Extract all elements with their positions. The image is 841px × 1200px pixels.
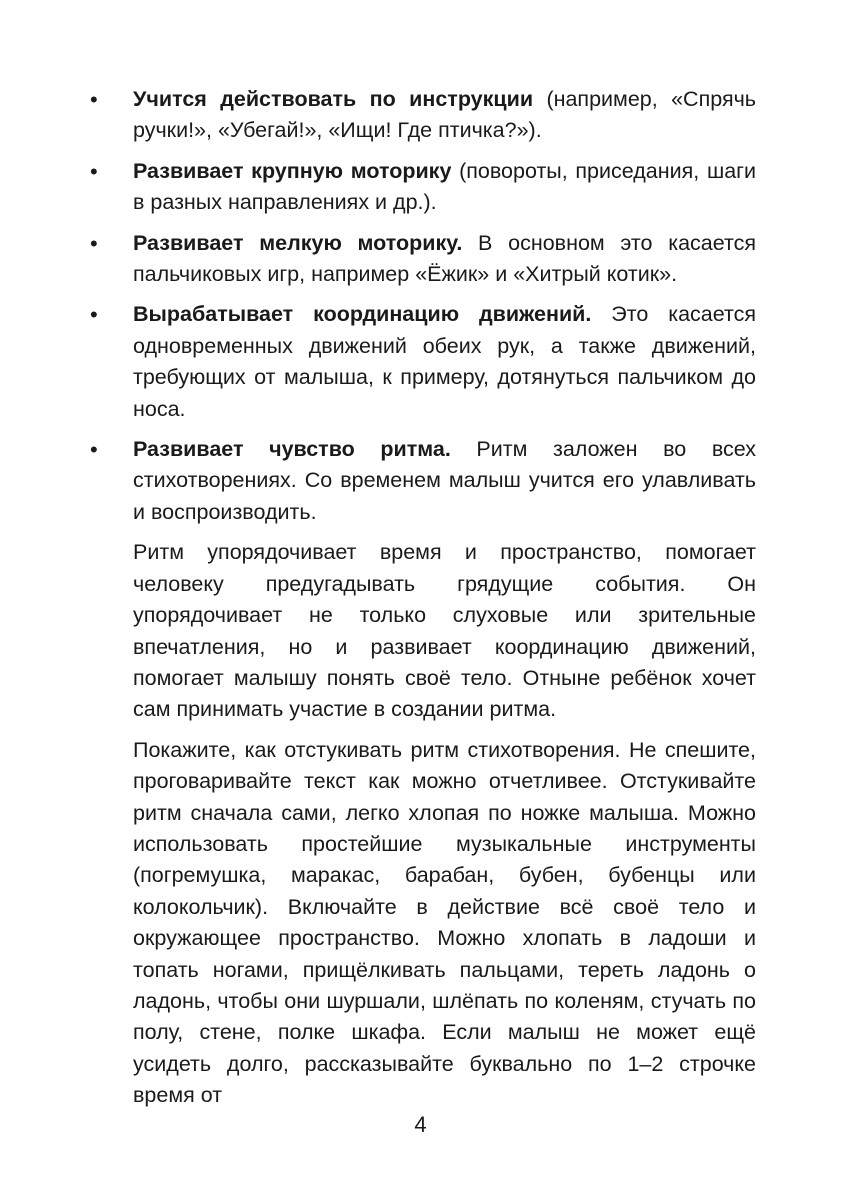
bullet-heading: Развивает крупную моторику	[133, 158, 452, 183]
bullet-heading: Развивает чувство ритма.	[133, 437, 451, 462]
page-number: 4	[414, 1112, 427, 1137]
bullet-heading: Развивает мелкую моторику.	[133, 230, 463, 255]
bullet-text: Ритм заложен во всех стихотворениях. Со временем малыш учится его улавливать и воспроизводить.	[133, 437, 756, 524]
bullet-text: В основном это касается пальчиковых игр, например «Ёжик» и «Хитрый котик».	[133, 230, 756, 287]
bullet-item-gross-motor	[90, 156, 756, 219]
paragraph-show-rhythm: Покажите, как отстукивать ритм стихотворения. Не спешите, проговаривайте текст как можно отчетливее. Отстукивайте ритм сначала сами, легко хлопая по ножке малыша. Можно использовать простейшие музыкальные инструменты (погремушка, маракас, барабан, бубен, бубенцы или колокольчик). Включайте в действие всё своё тело и окружающее пространство. Можно хлопать в ладоши и топать ногами, прищёлкивать пальцами, тереть ладонь о ладонь, чтобы они шуршали, шлёпать по коленям, стучать по полу, стене, полке шкафа. Если малыш не может ещё усидеть долго, рассказывайте буквально по 1–2 строчке время от	[133, 737, 756, 1108]
bullet-icon: •	[90, 87, 98, 112]
bullet-text: (повороты, приседания, шаги в разных направлениях и др.).	[133, 158, 756, 215]
bullet-item-instructions	[90, 84, 756, 147]
bullet-heading: Вырабатывает координацию движений.	[133, 302, 592, 327]
bullet-text: (например, «Спрячь ручки!», «Убегай!», «Ищи! Где птичка?»).	[133, 87, 756, 143]
bullet-item-rhythm	[90, 434, 756, 528]
bullet-icon: •	[90, 158, 98, 184]
bullet-icon: •	[90, 230, 98, 256]
paragraph-rhythm-order: Ритм упорядочивает время и пространство, помогает человеку предугадывать грядущие события. Он упорядочивает не только слуховые или зрительные впечатления, но и развивает координацию движений, помогает малышу понять своё тело. Отныне ребёнок хочет сам принимать участие в создании ритма.	[133, 540, 756, 722]
bullet-item-fine-motor	[90, 228, 756, 291]
page-body	[90, 84, 757, 1121]
bullet-text: Это касается одновременных движений обеих рук, а также движений, требующих от малыша, к примеру, дотянуться пальчиком до носа.	[133, 302, 757, 421]
bullet-icon: •	[90, 302, 98, 328]
bullet-icon: •	[90, 437, 98, 463]
bullet-heading: Учится действовать по инструкции	[133, 87, 534, 111]
bullet-item-coordination	[90, 299, 757, 425]
